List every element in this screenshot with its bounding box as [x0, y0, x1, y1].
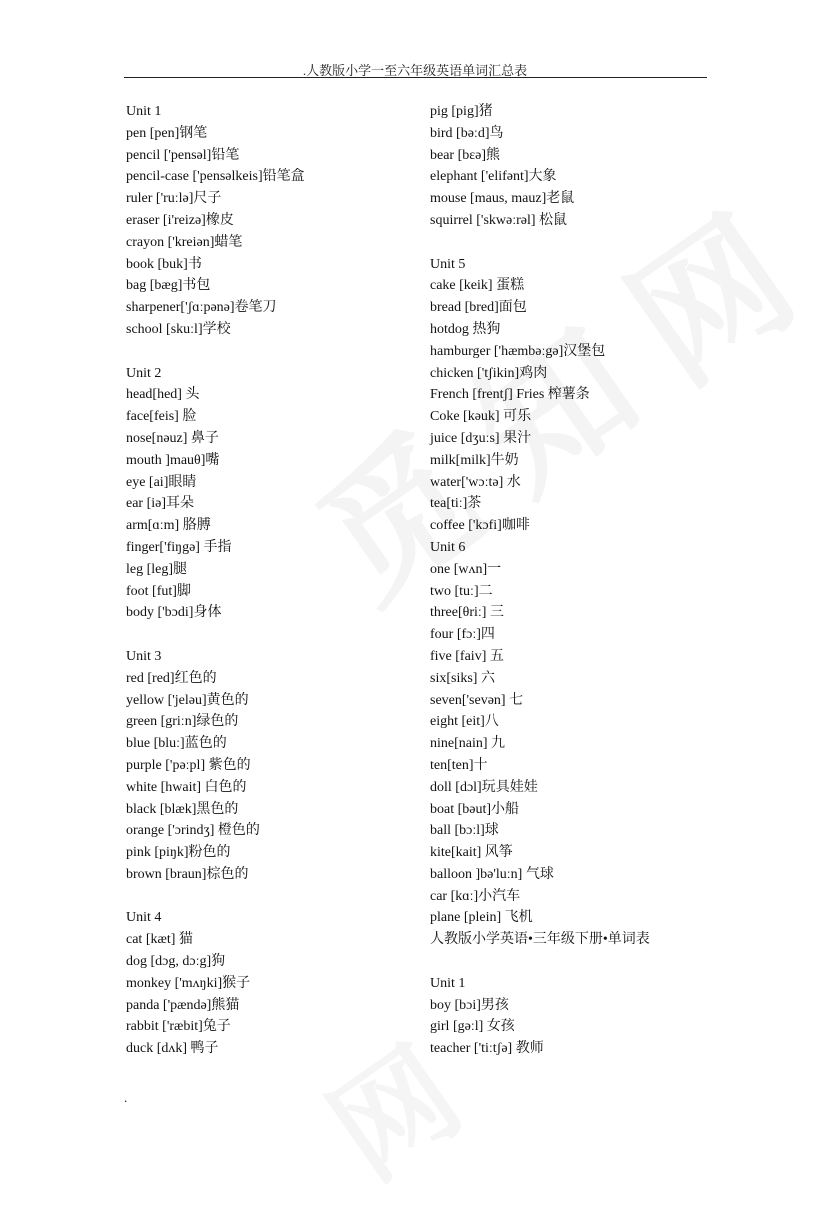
left-word-entry: sharpener['ʃɑːpənə]卷笔刀	[126, 300, 277, 316]
right-word-entry: doll [dɔl]玩具娃娃	[430, 779, 538, 795]
right-word-entry: hamburger ['hæmbəːgə]汉堡包	[430, 343, 606, 359]
right-word-entry: cake [keik] 蛋糕	[430, 278, 525, 294]
left-word-entry: arm[ɑːm] 胳膊	[126, 518, 211, 534]
right-word-entry: eight [eit]八	[430, 714, 499, 730]
right-word-entry: tea[tiː]茶	[430, 496, 482, 512]
left-word-entry: book [buk]书	[126, 256, 202, 272]
left-word-entry: pink [piŋk]粉色的	[126, 845, 231, 861]
right-word-entry: coffee ['kɔfi]咖啡	[430, 518, 530, 534]
right-word-entry: balloon ]bə'luːn] 气球	[430, 866, 554, 882]
right-word-entry: ball [bɔːl]球	[430, 823, 499, 839]
left-word-entry: school [skuːl]学校	[126, 321, 231, 337]
left-word-entry: nose[nəuz] 鼻子	[126, 430, 219, 446]
right-word-entry: four [fɔː]四	[430, 627, 495, 643]
right-unit-heading: Unit 6	[430, 539, 466, 555]
right-unit-heading: Unit 1	[430, 975, 466, 991]
right-word-entry: bear [bɛə]熊	[430, 147, 501, 163]
left-word-entry: eye [ai]眼睛	[126, 474, 197, 490]
right-word-entry: car [kɑː]小汽车	[430, 888, 521, 904]
left-word-entry: crayon ['kreiən]蜡笔	[126, 234, 243, 250]
right-word-entry: boy [bɔi]男孩	[430, 997, 509, 1013]
left-word-entry: black [blæk]黑色的	[126, 801, 239, 817]
right-spacer	[430, 951, 720, 973]
left-word-entry: ear [iə]耳朵	[126, 496, 195, 512]
right-word-entry: seven['sevən] 七	[430, 692, 524, 708]
right-word-entry: hotdog 热狗	[430, 321, 501, 337]
right-word-entry: French [frentʃ] Fries 榨薯条	[430, 387, 590, 403]
left-word-entry: brown [braun]棕色的	[126, 866, 249, 882]
left-unit-heading: Unit 1	[126, 104, 162, 119]
right-word-entry: squirrel ['skwəːrəl] 松鼠	[430, 212, 568, 228]
right-word-entry: bread [bred]面包	[430, 300, 527, 316]
right-word-entry: pig [pig]猪	[430, 104, 493, 119]
left-spacer	[126, 624, 416, 646]
right-word-column	[430, 101, 720, 1060]
right-word-entry: three[θriː] 三	[430, 605, 504, 621]
left-word-entry: panda ['pændə]熊猫	[126, 997, 240, 1013]
right-word-entry: milk[milk]牛奶	[430, 452, 519, 468]
left-word-entry: body ['bɔdi]身体	[126, 605, 222, 621]
right-word-entry: teacher ['tiːtʃə] 教师	[430, 1041, 544, 1057]
left-word-entry: pencil-case ['pensəlkeis]铅笔盒	[126, 169, 305, 185]
right-word-entry: boat [bəut]小船	[430, 801, 520, 817]
right-word-entry: one [wʌn]一	[430, 561, 502, 577]
left-word-entry: orange ['ɔrindʒ] 橙色的	[126, 823, 260, 839]
left-word-entry: finger['fiŋgə] 手指	[126, 539, 232, 555]
right-word-entry: Coke [kəuk] 可乐	[430, 409, 532, 425]
right-word-entry: six[siks] 六	[430, 670, 495, 686]
left-spacer	[126, 886, 416, 908]
left-word-entry: rabbit ['ræbit]兔子	[126, 1019, 231, 1035]
left-word-entry: monkey ['mʌŋki]猴子	[126, 975, 251, 991]
right-unit-heading: Unit 5	[430, 256, 466, 272]
left-unit-heading: Unit 2	[126, 365, 162, 381]
left-word-entry: purple ['pəːpl] 紫色的	[126, 757, 251, 773]
left-word-entry: eraser [i'reizə]橡皮	[126, 212, 234, 228]
left-word-entry: blue [bluː]蓝色的	[126, 736, 227, 752]
header-divider	[124, 77, 707, 78]
left-word-entry: head[hed] 头	[126, 387, 200, 403]
right-word-entry: nine[nain] 九	[430, 736, 506, 752]
right-word-entry: kite[kait] 风筝	[430, 845, 513, 861]
left-word-entry: pencil ['pensəl]铅笔	[126, 147, 240, 163]
left-word-entry: dog [dɔg, dɔːg]狗	[126, 954, 226, 970]
left-word-entry: leg [leg]腿	[126, 561, 188, 577]
left-word-entry: foot [fut]脚	[126, 583, 191, 599]
left-word-entry: pen [pen]钢笔	[126, 125, 208, 141]
right-word-entry: chicken ['tʃikin]鸡肉	[430, 365, 548, 381]
footer-mark: .	[124, 1090, 128, 1105]
right-word-entry: two [tuː]二	[430, 583, 493, 599]
right-word-entry: ten[ten]十	[430, 757, 488, 773]
left-word-column	[126, 101, 416, 1060]
right-section-title: 人教版小学英语•三年级下册•单词表	[430, 932, 650, 948]
left-unit-heading: Unit 4	[126, 910, 162, 926]
left-unit-heading: Unit 3	[126, 648, 162, 664]
right-word-entry: bird [bəːd]鸟	[430, 125, 504, 141]
left-spacer	[126, 341, 416, 363]
left-word-entry: yellow ['jeləu]黄色的	[126, 692, 249, 708]
left-word-entry: cat [kæt] 猫	[126, 932, 193, 948]
right-word-entry: plane [plein] 飞机	[430, 910, 533, 926]
left-word-entry: red [red]红色的	[126, 670, 217, 686]
right-spacer	[430, 232, 720, 254]
left-word-entry: mouth ]mauθ]嘴	[126, 452, 220, 468]
right-word-entry: mouse [maus, mauz]老鼠	[430, 191, 575, 207]
left-word-entry: white [hwait] 白色的	[126, 779, 247, 795]
left-word-entry: bag [bæg]书包	[126, 278, 211, 294]
right-word-entry: girl [gəːl] 女孩	[430, 1019, 515, 1035]
right-word-entry: elephant ['elifənt]大象	[430, 169, 557, 185]
left-word-entry: face[feis] 脸	[126, 409, 197, 425]
left-word-entry: ruler ['ruːlə]尺子	[126, 191, 222, 207]
page-header-title: .人教版小学一至六年级英语单词汇总表	[302, 63, 528, 78]
left-word-entry: duck [dʌk] 鸭子	[126, 1041, 219, 1057]
left-word-entry: green [griːn]绿色的	[126, 714, 239, 730]
right-word-entry: five [faiv] 五	[430, 648, 504, 664]
right-word-entry: juice [dʒuːs] 果汁	[430, 430, 532, 446]
right-word-entry: water['wɔːtə] 水	[430, 474, 521, 490]
